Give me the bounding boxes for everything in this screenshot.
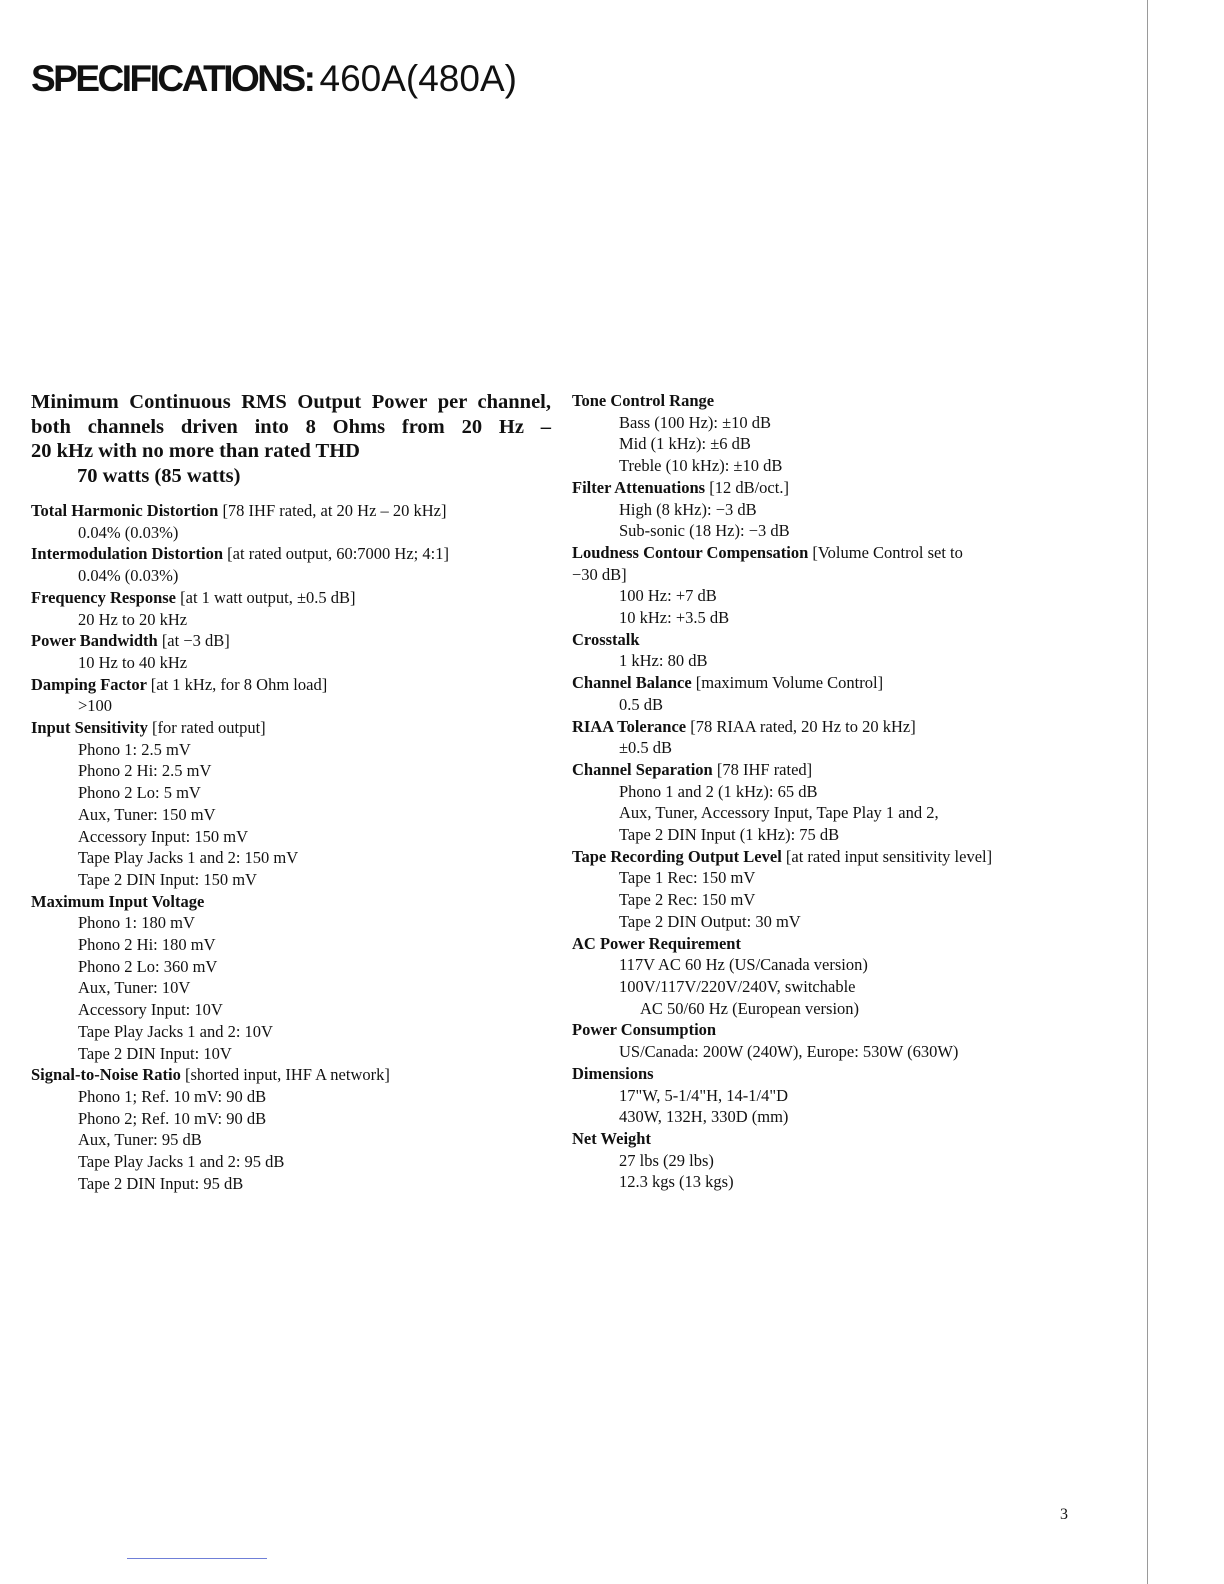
spec-value: 430W, 132H, 330D (mm) [619, 1107, 789, 1127]
spec-value: 0.04% (0.03%) [78, 566, 179, 586]
spec-label: Signal-to-Noise Ratio [shorted input, IHF A network] [31, 1065, 390, 1085]
spec-input-sensitivity [31, 717, 551, 891]
spec-label: Channel Separation [78 IHF rated] [572, 759, 813, 779]
power-value: 70 watts (85 watts) [77, 464, 241, 487]
spec-value: ±0.5 dB [619, 738, 673, 758]
spec-label: Intermodulation Distortion [at rated output, 60:7000 Hz; 4:1] [31, 544, 449, 564]
spec-value: Phono 1: 180 mV [78, 913, 195, 933]
spec-value: Treble (10 kHz): ±10 dB [619, 456, 783, 476]
spec-value: US/Canada: 200W (240W), Europe: 530W (630W) [619, 1042, 959, 1062]
spec-value: Sub-sonic (18 Hz): −3 dB [619, 521, 790, 541]
spec-label: Power Bandwidth [at −3 dB] [31, 631, 230, 651]
spec-value: Tape 2 DIN Input: 10V [78, 1043, 232, 1063]
spec-value: Tape 2 DIN Output: 30 mV [619, 911, 801, 931]
spec-value: AC 50/60 Hz (European version) [640, 998, 860, 1018]
spec-value: High (8 kHz): −3 dB [619, 499, 757, 519]
spec-label: Filter Attenuations [12 dB/oct.] [572, 477, 789, 497]
spec-value: Aux, Tuner: 150 mV [78, 804, 216, 824]
power-line-3: 20 kHz with no more than rated THD [31, 440, 360, 462]
spec-value: Accessory Input: 10V [78, 1000, 223, 1020]
right-margin-rule [1147, 0, 1148, 1584]
spec-loudness-contour [572, 542, 1132, 629]
spec-value: Tape Play Jacks 1 and 2: 150 mV [78, 848, 299, 868]
spec-value: Tape 2 DIN Input: 95 dB [78, 1173, 244, 1193]
spec-label: Frequency Response [at 1 watt output, ±0.5 dB] [31, 587, 356, 607]
spec-value: 20 Hz to 20 kHz [78, 609, 188, 629]
spec-value: 0.04% (0.03%) [78, 522, 179, 542]
spec-filter-attenuations [572, 477, 1132, 542]
spec-value: Aux, Tuner: 95 dB [78, 1130, 202, 1150]
spec-value: Tape 2 DIN Input (1 kHz): 75 dB [619, 825, 840, 845]
page-number: 3 [1060, 1506, 1068, 1523]
spec-max-input-voltage [31, 891, 551, 1065]
left-spec-column [31, 500, 551, 1195]
spec-value: 100 Hz: +7 dB [619, 586, 717, 606]
spec-value: 17"W, 5-1/4"H, 14-1/4"D [619, 1085, 789, 1105]
spec-signal-to-noise [31, 1064, 551, 1194]
power-line-1: Minimum Continuous RMS Output Power per channel, [31, 391, 551, 413]
page-title [31, 58, 517, 100]
spec-label: RIAA Tolerance [78 RIAA rated, 20 Hz to 20 kHz] [572, 716, 916, 736]
spec-tone-control [572, 390, 1132, 477]
spec-value: Aux, Tuner, Accessory Input, Tape Play 1 and 2, [619, 803, 939, 823]
spec-riaa-tolerance [572, 716, 1132, 759]
spec-value: 27 lbs (29 lbs) [619, 1150, 714, 1170]
bottom-link-line [127, 1558, 267, 1559]
spec-value: Phono 2 Lo: 5 mV [78, 783, 201, 803]
power-line-2: both channels driven into 8 Ohms from 20 Hz – [31, 415, 551, 438]
spec-value: Mid (1 kHz): ±6 dB [619, 434, 751, 454]
spec-label: Tape Recording Output Level [at rated input sensitivity level] [572, 846, 993, 866]
spec-label: Input Sensitivity [for rated output] [31, 718, 266, 738]
spec-label: Channel Balance [maximum Volume Control] [572, 673, 884, 693]
spec-tape-recording-output [572, 846, 1132, 933]
spec-value: Phono 2 Lo: 360 mV [78, 956, 218, 976]
spec-value: Tape 2 Rec: 150 mV [619, 890, 756, 910]
spec-power-bandwidth [31, 630, 551, 673]
spec-label: Dimensions [572, 1063, 654, 1083]
spec-label: Power Consumption [572, 1020, 717, 1040]
spec-value: 1 kHz: 80 dB [619, 651, 708, 671]
spec-frequency-response [31, 587, 551, 630]
spec-label: Damping Factor [at 1 kHz, for 8 Ohm load] [31, 674, 328, 694]
spec-value: Phono 2 Hi: 180 mV [78, 935, 216, 955]
spec-label: Net Weight [572, 1128, 651, 1148]
spec-channel-separation [572, 759, 1132, 846]
spec-value: Tape Play Jacks 1 and 2: 10V [78, 1021, 273, 1041]
spec-label: Tone Control Range [572, 391, 715, 410]
spec-power-consumption [572, 1019, 1132, 1062]
spec-value: 117V AC 60 Hz (US/Canada version) [619, 955, 868, 975]
spec-label: Crosstalk [572, 629, 640, 649]
spec-label: Total Harmonic Distortion [78 IHF rated, at 20 Hz – 20 kHz] [31, 501, 447, 520]
spec-value: Phono 2; Ref. 10 mV: 90 dB [78, 1108, 267, 1128]
spec-value: Tape Play Jacks 1 and 2: 95 dB [78, 1152, 285, 1172]
spec-value: Phono 1; Ref. 10 mV: 90 dB [78, 1086, 267, 1106]
spec-thd [31, 500, 551, 543]
spec-value: Bass (100 Hz): ±10 dB [619, 412, 772, 432]
spec-label: Maximum Input Voltage [31, 891, 205, 911]
spec-value: 0.5 dB [619, 694, 664, 714]
spec-channel-balance [572, 672, 1132, 715]
spec-label: AC Power Requirement [572, 933, 741, 953]
spec-crosstalk [572, 629, 1132, 672]
title-main: SPECIFICATIONS: [31, 58, 314, 99]
spec-value: Phono 1: 2.5 mV [78, 739, 191, 759]
right-spec-column [572, 390, 1132, 1193]
spec-label-continued: −30 dB] [572, 564, 627, 584]
spec-value: 100V/117V/220V/240V, switchable [619, 976, 856, 996]
spec-value: Phono 2 Hi: 2.5 mV [78, 761, 212, 781]
spec-value: Tape 1 Rec: 150 mV [619, 868, 756, 888]
spec-imd [31, 543, 551, 586]
power-output-block [31, 390, 551, 488]
spec-label: Loudness Contour Compensation [Volume Control set to [572, 542, 963, 562]
spec-value: Phono 1 and 2 (1 kHz): 65 dB [619, 781, 818, 801]
spec-value: Aux, Tuner: 10V [78, 978, 191, 998]
title-model: 460A(480A) [319, 58, 517, 99]
spec-net-weight [572, 1128, 1132, 1193]
spec-value: 12.3 kgs (13 kgs) [619, 1172, 734, 1192]
spec-value: 10 Hz to 40 kHz [78, 652, 188, 672]
spec-value: Accessory Input: 150 mV [78, 826, 249, 846]
spec-dimensions [572, 1063, 1132, 1128]
spec-value: Tape 2 DIN Input: 150 mV [78, 869, 257, 889]
spec-damping-factor [31, 674, 551, 717]
spec-value: >100 [78, 696, 113, 716]
spec-value: 10 kHz: +3.5 dB [619, 608, 730, 628]
spec-ac-power [572, 933, 1132, 1020]
